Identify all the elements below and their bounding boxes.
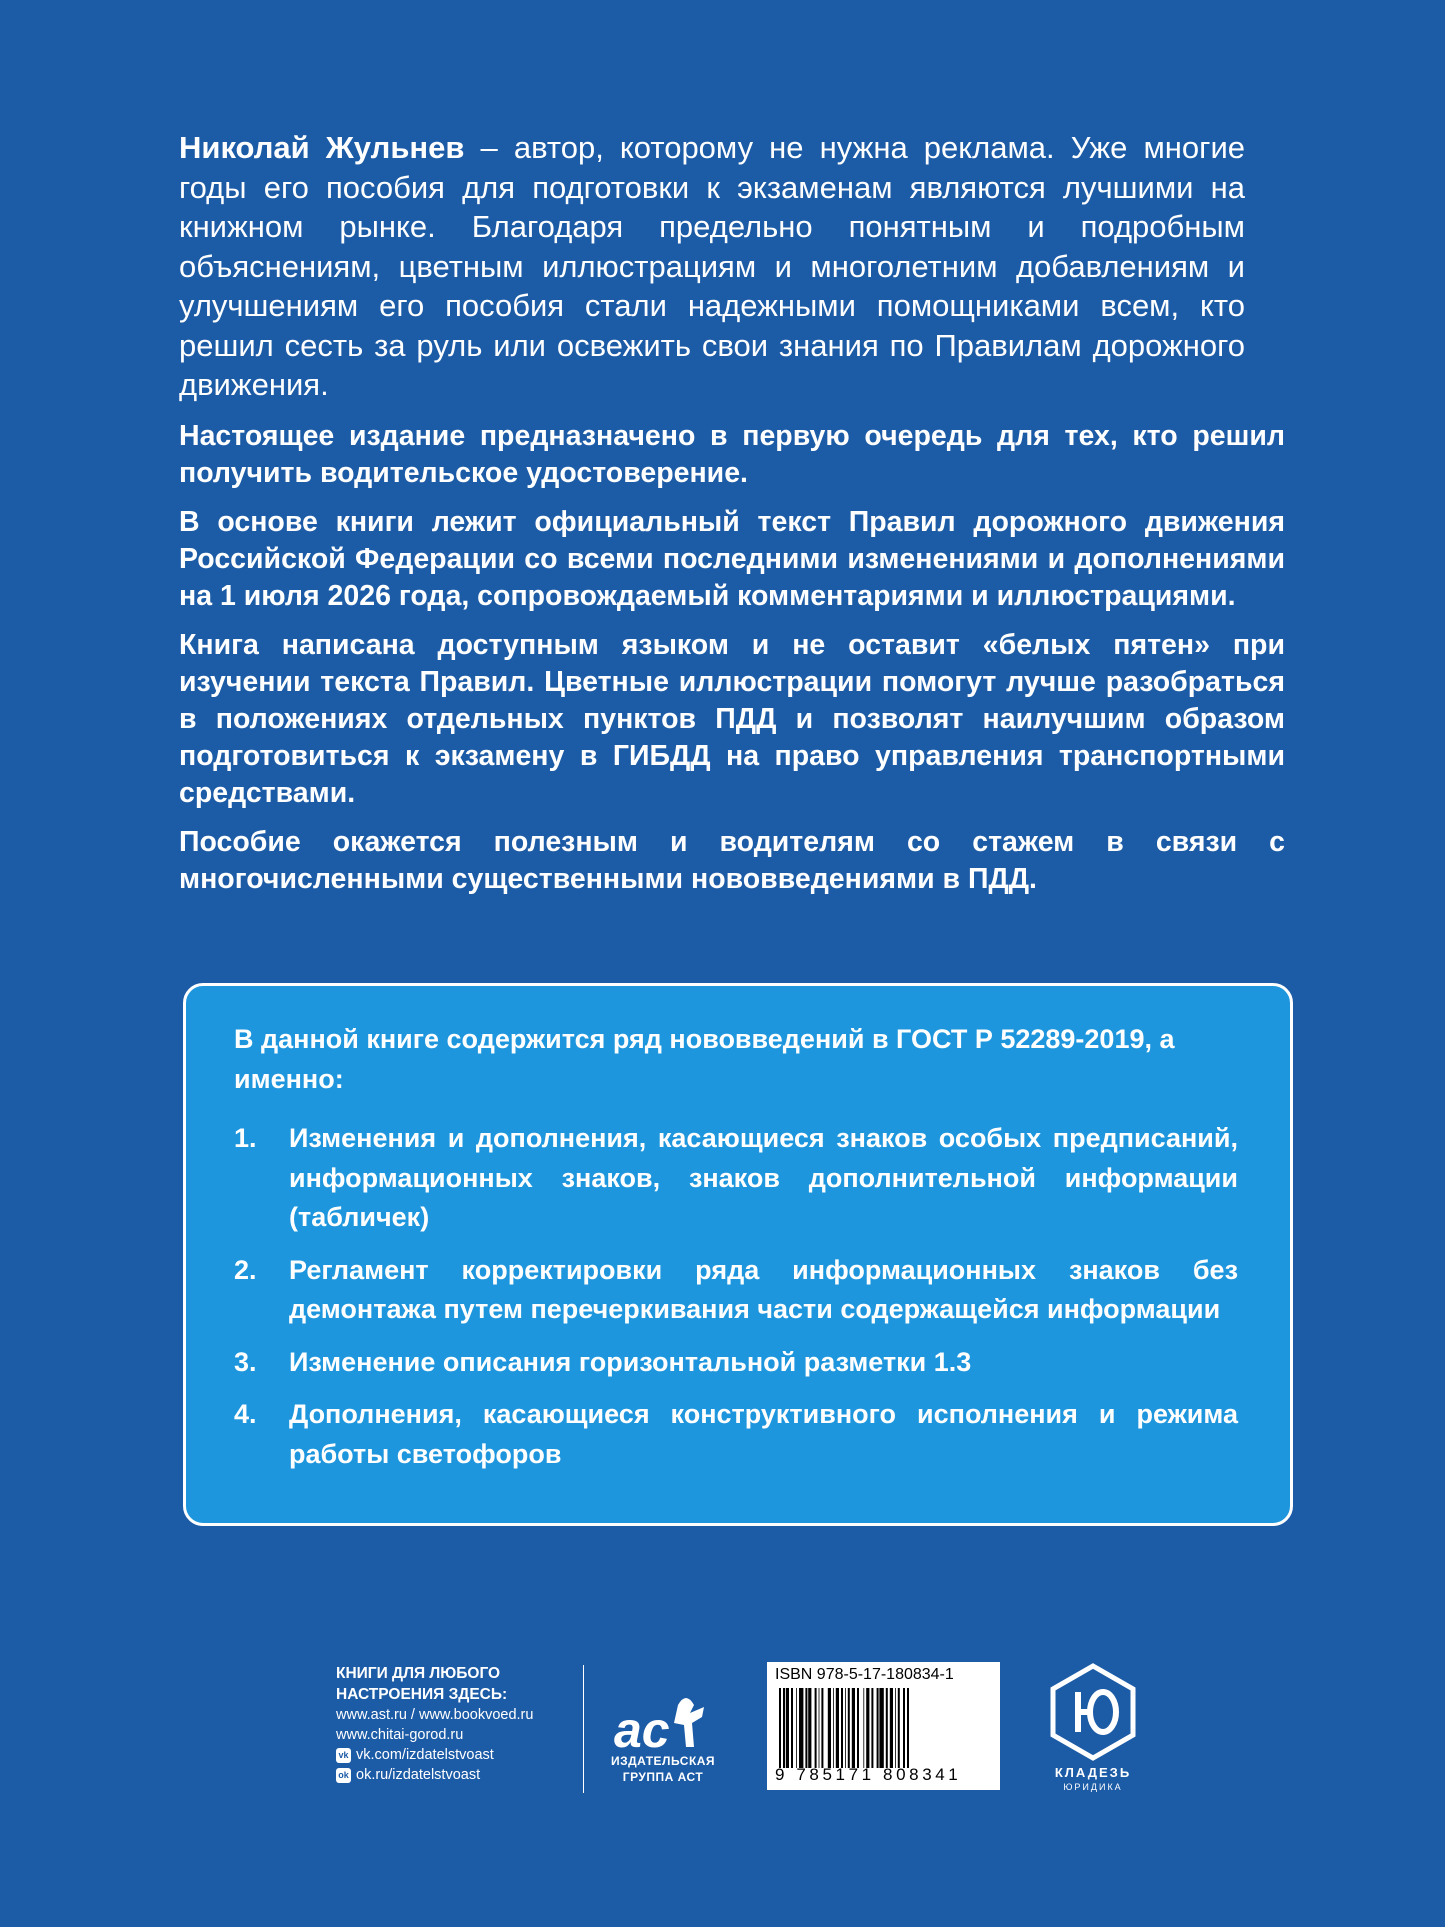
svg-text:ac: ac [614, 1702, 670, 1758]
barcode-bar [871, 1688, 873, 1768]
barcode-bar [796, 1688, 797, 1768]
list-item [234, 1343, 1238, 1383]
barcode-bar [799, 1688, 803, 1768]
barcode-bar [866, 1688, 869, 1768]
list-item-text: Изменения и дополнения, касающиеся знаков особых предписаний, информационных знаков, знаков дополнительной информации (табличек) [289, 1123, 1238, 1232]
description-paragraph: Пособие окажется полезным и водителям со стажем в связи с многочисленными существенными нововведениями в ПДД. [179, 826, 1285, 895]
publisher-caption [598, 1753, 728, 1785]
barcode-bar [819, 1688, 820, 1768]
book-description [179, 418, 1285, 910]
gost-innovations-box [183, 983, 1293, 1526]
description-paragraph: Настоящее издание предназначено в первую очередь для тех, кто решил получить водительское удостоверение. [179, 420, 1285, 489]
barcode-bar [848, 1688, 850, 1768]
barcode-bar [836, 1688, 839, 1768]
barcode-bar [833, 1688, 834, 1768]
barcode-bar [808, 1688, 811, 1768]
list-item-text: Дополнения, касающиеся конструктивного исполнения и режима работы светофоров [289, 1399, 1238, 1469]
vk-link-text: vk.com/izdatelstvoast [356, 1747, 494, 1763]
barcode-bar [805, 1688, 807, 1768]
ok-link-text: ok.ru/izdatelstvoast [356, 1767, 481, 1783]
list-item-number: 4. [234, 1399, 257, 1429]
imprint-subtitle: ЮРИДИКА [1063, 1782, 1123, 1792]
list-item-number: 2. [234, 1254, 257, 1285]
barcode-bars [779, 1688, 989, 1768]
barcode-bar [791, 1688, 793, 1768]
barcode-bar [815, 1688, 817, 1768]
list-item [234, 1395, 1238, 1474]
barcode-bar [783, 1688, 785, 1768]
list-item [234, 1251, 1238, 1330]
list-item-text: Регламент корректировки ряда информационных знаков без демонтажа путем перечеркивания части содержащейся информации [289, 1254, 1238, 1324]
barcode-bar [907, 1688, 909, 1768]
publisher-line: ИЗДАТЕЛЬСКАЯ [610, 1754, 716, 1768]
ok-icon: ok [336, 1768, 351, 1783]
gost-innovations-list [234, 1119, 1238, 1474]
barcode-bar [828, 1688, 831, 1768]
barcode-digits: 9 785171 808341 [775, 1765, 962, 1784]
footer-links [336, 1663, 576, 1785]
imprint-name: КЛАДЕЗЬ [1054, 1765, 1132, 1780]
barcode-bar [863, 1688, 864, 1768]
barcode-bar [857, 1688, 859, 1768]
isbn-barcode [767, 1662, 1000, 1790]
barcode-bar [877, 1688, 879, 1768]
description-paragraph: Книга написана доступным языком и не оставит «белых пятен» при изучении текста Правил. Цветные иллюстрации помогут лучше разобраться в положениях отдельных пунктов ПДД и позволят наилучшим образом подготовиться к экзамену в ГИБДД на право управления транспортными средствами. [179, 629, 1285, 809]
barcode-bar [898, 1688, 900, 1768]
isbn-number: ISBN 978-5-17-180834-1 [775, 1666, 954, 1683]
footer-title: КНИГИ ДЛЯ ЛЮБОГО [336, 1665, 501, 1682]
publisher-line: ГРУППА АСТ [622, 1770, 704, 1784]
kladez-logo-icon [1043, 1662, 1143, 1762]
list-item-number: 3. [234, 1346, 257, 1377]
footer-link[interactable]: www.ast.ru / www.bookvoed.ru [336, 1707, 534, 1723]
barcode-bar [821, 1688, 823, 1768]
barcode-bar [879, 1688, 883, 1768]
vk-icon: vk [336, 1748, 351, 1763]
footer-divider [583, 1665, 584, 1793]
footer-title: НАСТРОЕНИЯ ЗДЕСЬ: [336, 1686, 508, 1703]
barcode-bar [852, 1688, 855, 1768]
barcode-bar [786, 1688, 789, 1768]
author-name: Николай Жульнев [179, 130, 465, 165]
barcode-bar [903, 1688, 905, 1768]
ok-link[interactable] [336, 1765, 576, 1785]
vk-link[interactable] [336, 1745, 576, 1765]
barcode-bar [895, 1688, 896, 1768]
barcode-bar [841, 1688, 843, 1768]
list-item-text: Изменение описания горизонтальной разметки 1.3 [289, 1346, 972, 1377]
description-paragraph: В основе книги лежит официальный текст Правил дорожного движения Российской Федерации со всеми последними изменениями и дополнениями на 1 июля 2026 года, сопровождаемый комментариями и иллюстрациями. [179, 506, 1285, 612]
author-intro-text: – автор, которому не нужна реклама. Уже многие годы его пособия для подготовки к экзаменам являются лучшими на книжном рынке. Благодаря предельно понятным и подробным объяснениям, цветным иллюстрациям и многолетним добавлениям и улучшениям его пособия стали надежными помощниками всем, кто решил сесть за руль или освежить свои знания по Правилам дорожного движения. [179, 130, 1245, 402]
list-item [234, 1119, 1238, 1238]
barcode-bar [890, 1688, 893, 1768]
footer-link[interactable]: www.chitai-gorod.ru [336, 1727, 464, 1743]
barcode-bar [779, 1688, 781, 1768]
barcode-bar [886, 1688, 888, 1768]
barcode-bar [845, 1688, 846, 1768]
gost-box-intro: В данной книге содержится ряд нововведений в ГОСТ Р 52289-2019, а именно: [234, 1024, 1175, 1094]
author-intro [179, 128, 1245, 405]
list-item-number: 1. [234, 1123, 257, 1153]
